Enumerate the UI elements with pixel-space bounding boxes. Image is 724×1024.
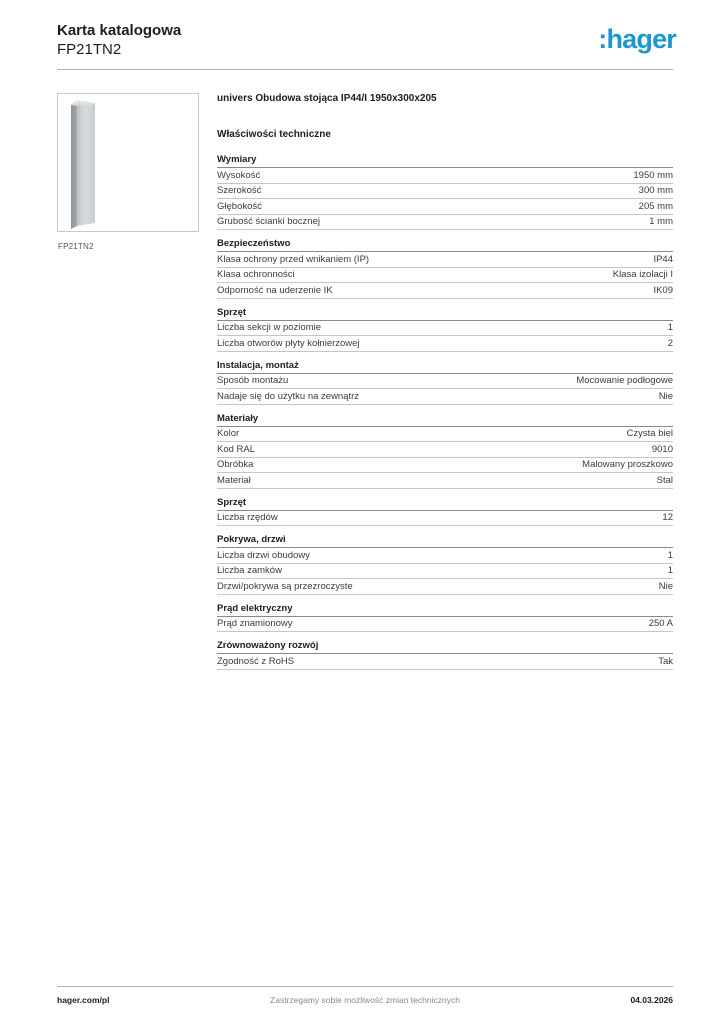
group-rows bbox=[217, 511, 673, 527]
spec-row bbox=[217, 548, 673, 564]
spec-value: 1 bbox=[667, 565, 673, 576]
group-title: Prąd elektryczny bbox=[217, 604, 673, 617]
spec-value: Czysta biel bbox=[626, 428, 673, 439]
footer-disclaimer: Zastrzegamy sobie możliwość zmian technicznych bbox=[270, 995, 460, 1005]
spec-row bbox=[217, 511, 673, 527]
spec-label: Kod RAL bbox=[217, 443, 256, 455]
spec-groups bbox=[217, 155, 673, 670]
hager-logo: :hager bbox=[598, 24, 676, 54]
product-title: univers Obudowa stojąca IP44/I 1950x300x205 bbox=[217, 93, 437, 104]
spec-value: 2 bbox=[667, 337, 673, 349]
spec-row bbox=[217, 473, 673, 489]
product-code: FP21TN2 bbox=[57, 41, 122, 58]
spec-value: 12 bbox=[662, 512, 673, 523]
spec-value: Nie bbox=[658, 580, 673, 592]
spec-row bbox=[217, 215, 673, 231]
spec-row bbox=[217, 321, 673, 337]
group-rows bbox=[217, 548, 673, 595]
spec-label: Kolor bbox=[217, 428, 240, 439]
enclosure-illustration bbox=[70, 99, 96, 234]
spec-value: IP44 bbox=[653, 253, 673, 265]
group-rows bbox=[217, 617, 673, 633]
group-rows bbox=[217, 321, 673, 352]
spec-value: Tak bbox=[658, 655, 673, 667]
spec-group bbox=[217, 239, 673, 299]
spec-value: IK09 bbox=[653, 284, 673, 296]
spec-value: 1 bbox=[667, 549, 673, 561]
spec-label: Klasa ochronności bbox=[217, 269, 295, 280]
spec-row bbox=[217, 654, 673, 670]
header bbox=[57, 21, 181, 59]
spec-row bbox=[217, 283, 673, 299]
spec-label: Liczba zamków bbox=[217, 565, 282, 576]
group-rows bbox=[217, 252, 673, 299]
spec-row bbox=[217, 252, 673, 268]
spec-label: Wysokość bbox=[217, 169, 261, 181]
spec-group bbox=[217, 498, 673, 527]
spec-label: Prąd znamionowy bbox=[217, 618, 293, 629]
spec-label: Odporność na uderzenie IK bbox=[217, 284, 333, 296]
spec-group bbox=[217, 361, 673, 405]
product-image-caption: FP21TN2 bbox=[58, 242, 94, 251]
spec-label: Sposób montażu bbox=[217, 375, 289, 386]
spec-row bbox=[217, 427, 673, 443]
spec-value: Mocowanie podłogowe bbox=[576, 375, 673, 386]
spec-label: Głębokość bbox=[217, 200, 262, 212]
spec-value: 1950 mm bbox=[633, 169, 673, 181]
spec-group bbox=[217, 535, 673, 595]
group-title: Zrównoważony rozwój bbox=[217, 641, 673, 654]
group-rows bbox=[217, 168, 673, 230]
group-rows bbox=[217, 654, 673, 670]
spec-label: Klasa ochrony przed wnikaniem (IP) bbox=[217, 253, 370, 265]
spec-label: Zgodność z RoHS bbox=[217, 655, 295, 667]
doc-type-title: Karta katalogowa bbox=[57, 22, 182, 39]
spec-row bbox=[217, 336, 673, 352]
spec-value: Stal bbox=[656, 474, 673, 486]
spec-value: 300 mm bbox=[638, 185, 673, 196]
spec-group bbox=[217, 308, 673, 352]
spec-row bbox=[217, 374, 673, 390]
product-image-frame bbox=[57, 93, 199, 232]
spec-label: Szerokość bbox=[217, 185, 262, 196]
spec-group bbox=[217, 604, 673, 633]
spec-row bbox=[217, 564, 673, 580]
spec-column bbox=[217, 93, 673, 670]
spec-value: Klasa izolacji I bbox=[612, 269, 673, 280]
spec-row bbox=[217, 579, 673, 595]
spec-row bbox=[217, 617, 673, 633]
tech-properties-heading: Właściwości techniczne bbox=[217, 129, 331, 140]
spec-label: Grubość ścianki bocznej bbox=[217, 216, 320, 227]
enclosure-drawing bbox=[70, 99, 96, 229]
spec-value: 1 mm bbox=[649, 216, 673, 227]
group-title: Sprzęt bbox=[217, 498, 673, 511]
spec-label: Materiał bbox=[217, 474, 251, 486]
spec-label: Obróbka bbox=[217, 459, 254, 470]
spec-label: Nadaje się do użytku na zewnątrz bbox=[217, 390, 360, 402]
spec-value: 9010 bbox=[651, 443, 673, 455]
spec-label: Liczba sekcji w poziomie bbox=[217, 322, 322, 333]
spec-row bbox=[217, 458, 673, 474]
spec-group bbox=[217, 641, 673, 670]
spec-label: Liczba rzędów bbox=[217, 512, 278, 523]
spec-label: Liczba otworów płyty kołnierzowej bbox=[217, 337, 360, 349]
spec-value: 1 bbox=[667, 322, 673, 333]
spec-row bbox=[217, 268, 673, 284]
group-rows bbox=[217, 374, 673, 405]
group-title: Wymiary bbox=[217, 155, 673, 168]
spec-label: Drzwi/pokrywa są przezroczyste bbox=[217, 580, 353, 592]
spec-group bbox=[217, 155, 673, 230]
spec-row bbox=[217, 199, 673, 215]
spec-row bbox=[217, 389, 673, 405]
spec-value: Malowany proszkowo bbox=[582, 459, 673, 470]
group-title: Instalacja, montaż bbox=[217, 361, 673, 374]
spec-row bbox=[217, 168, 673, 184]
spec-row bbox=[217, 442, 673, 458]
spec-value: Nie bbox=[658, 390, 673, 402]
group-title: Pokrywa, drzwi bbox=[217, 535, 673, 548]
group-title: Bezpieczeństwo bbox=[217, 239, 673, 252]
group-title: Materiały bbox=[217, 414, 673, 427]
spec-value: 250 A bbox=[648, 618, 673, 629]
footer-divider bbox=[57, 986, 673, 987]
header-divider bbox=[57, 69, 673, 70]
footer-date: 04.03.2026 bbox=[630, 995, 673, 1005]
footer-website-link[interactable]: hager.com/pl bbox=[57, 995, 110, 1005]
spec-label: Liczba drzwi obudowy bbox=[217, 549, 310, 561]
spec-row bbox=[217, 184, 673, 200]
group-title: Sprzęt bbox=[217, 308, 673, 321]
spec-group bbox=[217, 414, 673, 489]
spec-value: 205 mm bbox=[638, 200, 673, 212]
group-rows bbox=[217, 427, 673, 489]
